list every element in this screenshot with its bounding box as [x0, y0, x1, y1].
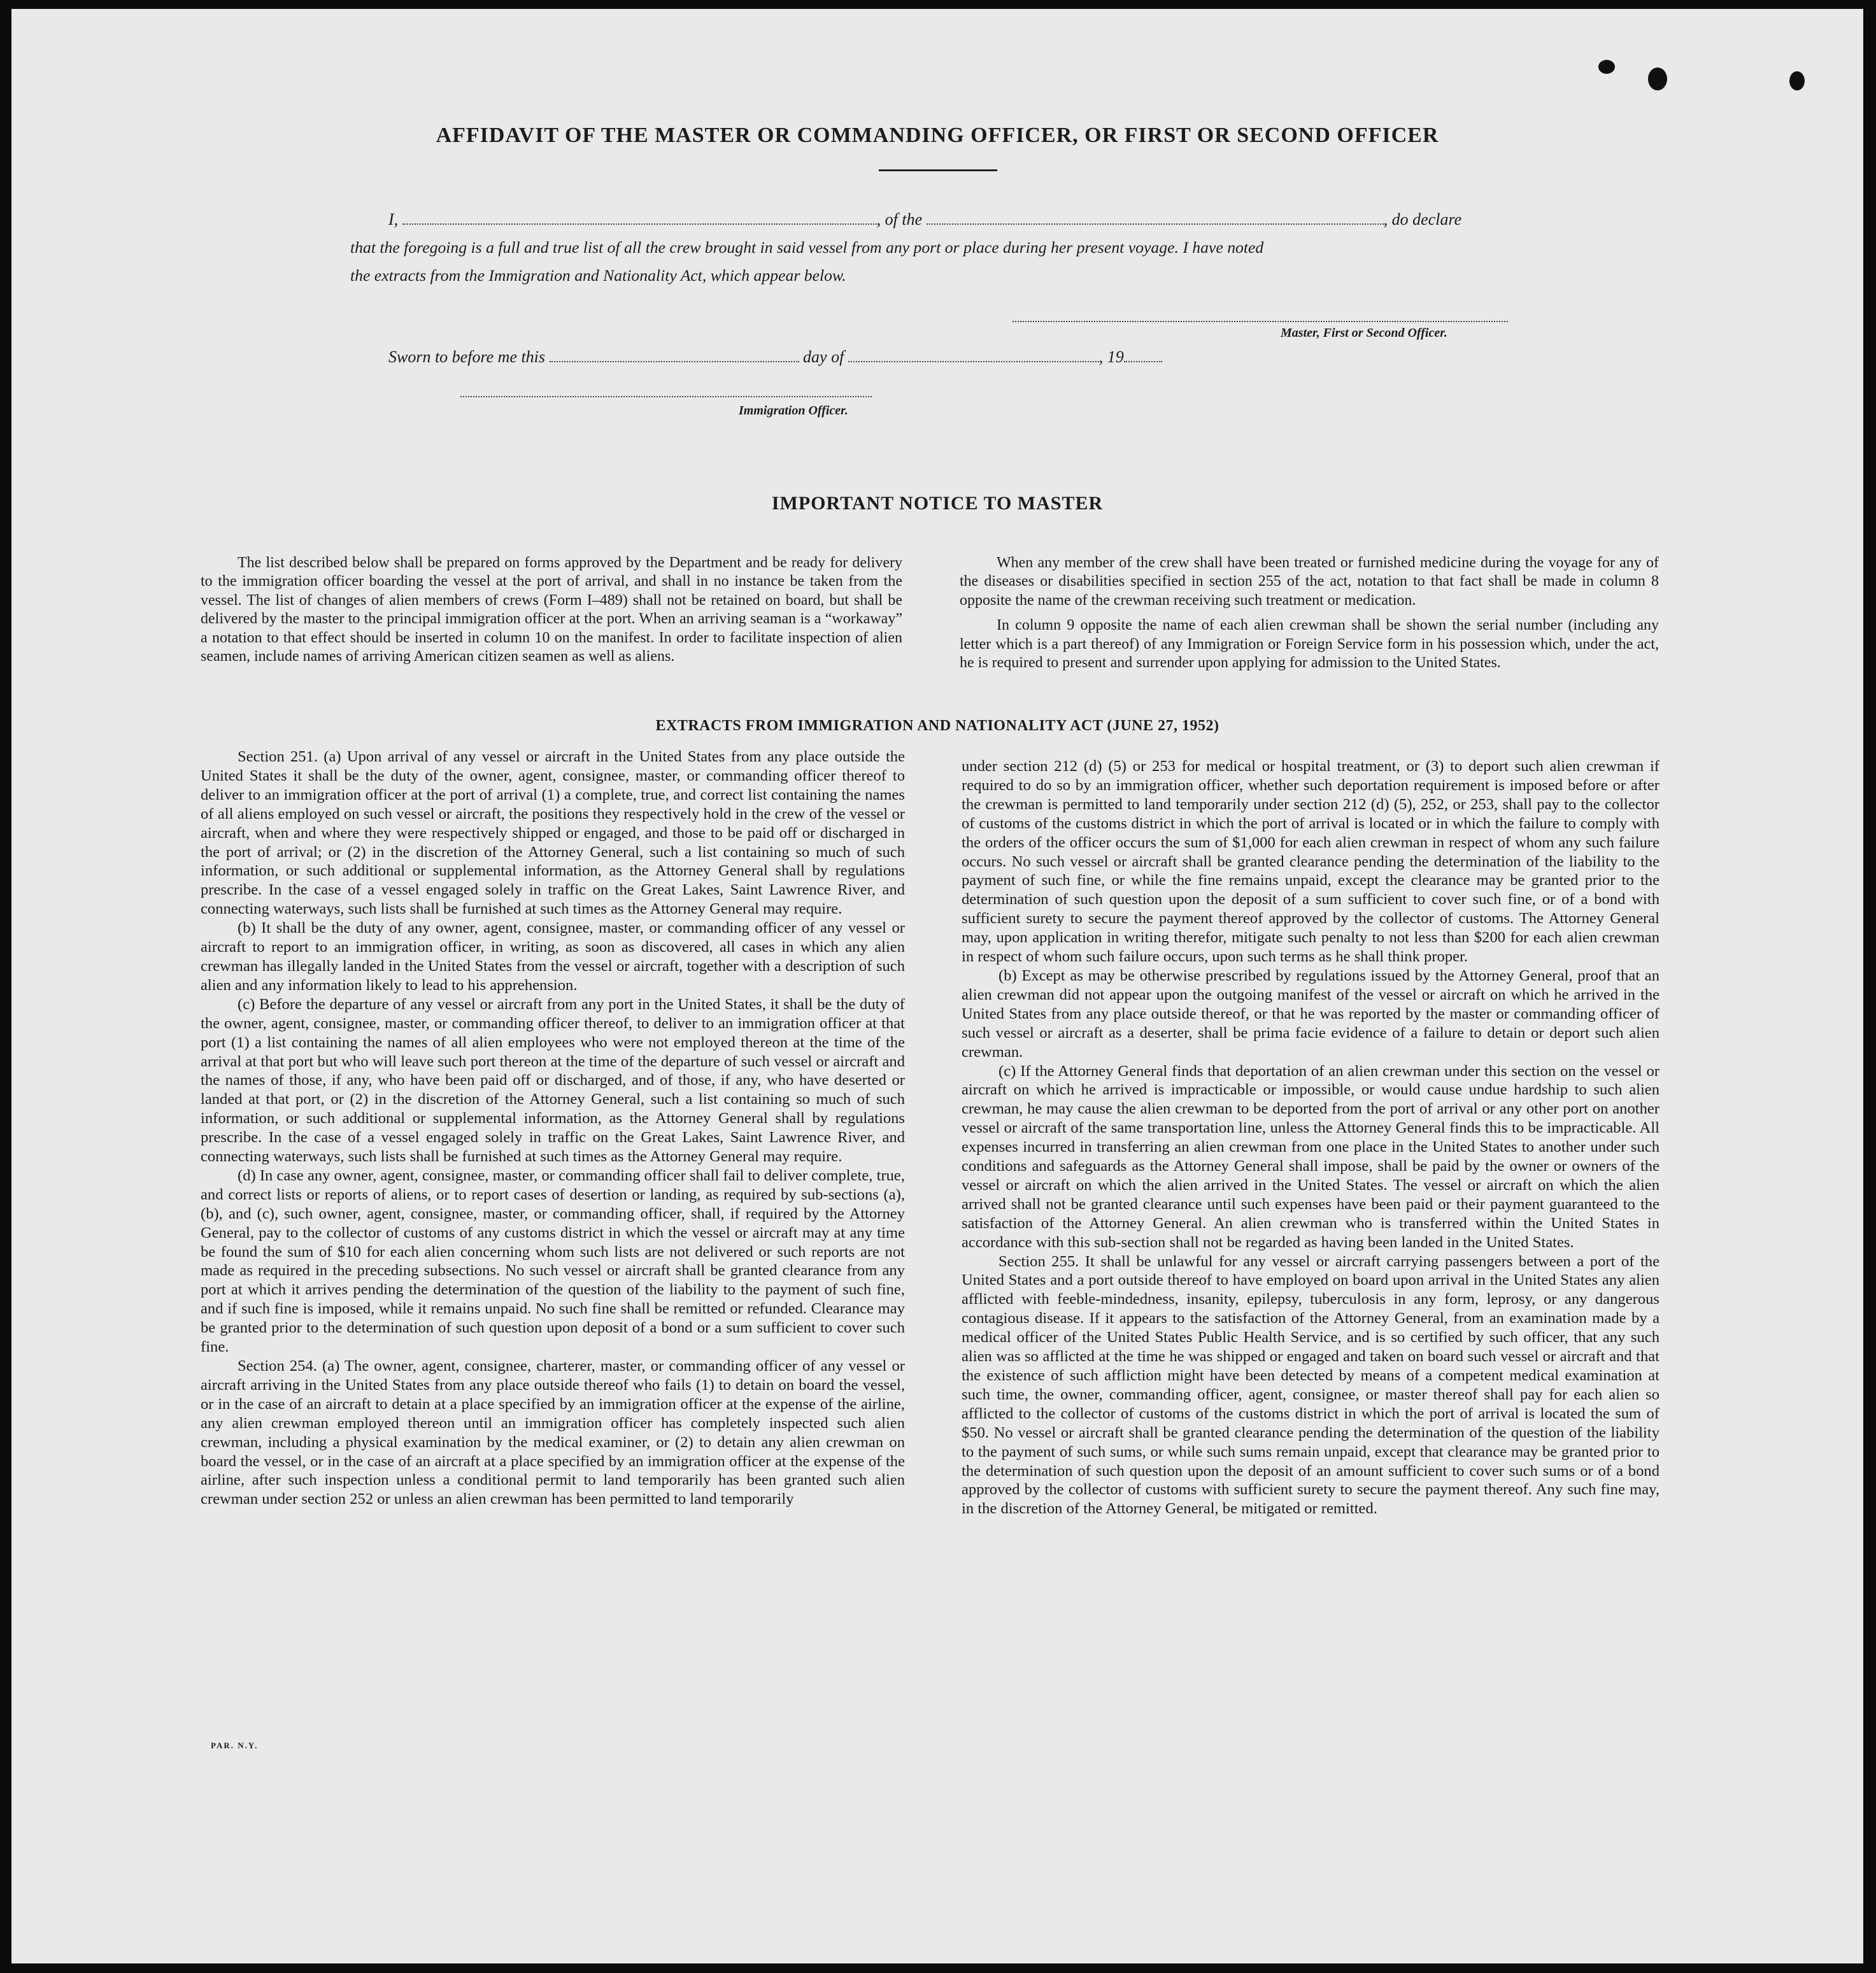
notice-right-paragraph-2: In column 9 opposite the name of each alien crewman shall be shown the serial number (including any letter which is a part thereof) of any Immigration or Foreign Service form in his possession which, under the act, he is required to present and surrender upon applying for admission to the United States. — [960, 617, 1659, 672]
sworn-year-field[interactable] — [1124, 358, 1162, 362]
officer-signature-line[interactable] — [460, 393, 872, 397]
section-254-c: (c) If the Attorney General finds that deportation of an alien crewman under this section on the vessel or aircraft on which he arrived is impracticable or impossible, or would cause undue hardship to such alien crewman, he may cause the alien crewman to be deported from the port of arrival or any other port on another vessel or aircraft of the same transportation line, unless the Attorney General finds this to be impracticable. All expenses incurred in transferring an alien crewman from one place in the United States to another under such conditions and safeguards as the Attorney General shall impose, shall be paid by the owner or owners of the vessel or aircraft on which the alien arrived in the United States. The vessel or aircraft on which the alien arrived shall not be granted clearance until such expenses have been paid or their payment guaranteed to the satisfaction of the Attorney General. An alien crewman who is transferred within the United States in accordance with this sub-section shall not be regarded as having been landed in the United States. — [962, 1062, 1659, 1251]
section-254-b: (b) Except as may be otherwise prescribed by regulations issued by the Attorney General, proof that an alien crewman did not appear upon the outgoing manifest of the vessel or aircraft on which he arrived in the United States from any place outside thereof, or that he was reported by the master or commanding officer of such vessel or aircraft as a deserter, shall be prima facie evidence of a failure to detain or deport such alien crewman. — [962, 966, 1659, 1061]
affidavit-title: AFFIDAVIT OF THE MASTER OR COMMANDING OFFICER, OR FIRST OR SECOND OFFICER — [436, 124, 1439, 147]
section-254-a-continued: under section 212 (d) (5) or 253 for medical or hospital treatment, or (3) to deport such alien crewman if required to do so by an immigration officer, whether such deportation requirement is imposed before or after the crewman is permitted to land temporarily under section 212 (d) (5), 252, or 253, shall pay to the collector of customs of the customs district in which the port of arrival is located or in which the failure to comply with the orders of the officer occurs the sum of $1,000 for each alien crewman in respect of whom any such failure occurs. No such vessel or aircraft shall be granted clearance pending the determination of the liability to the payment of such fine, or while the fine remains unpaid, except the clearance may be granted prior to the determination of such question upon the deposit of a sum sufficient to cover such fine, or of a bond with sufficient surety to secure the payment thereof approved by the collector of customs. The Attorney General may, upon application in writing therefor, mitigate such penalty to not less than $200 for each alien crewman in respect of whom such failure occurs, upon such terms as he shall think proper. — [962, 758, 1659, 966]
notice-left-paragraph: The list described below shall be prepared on forms approved by the Department and be ready for delivery to the immigration officer boarding the vessel at the port of arrival, and shall in no instance be taken from the vessel. The list of changes of alien members of crews (Form I–489) shall not be retained on board, but shall be delivered by the master to the principal immigration officer at the port. When an arriving seaman is a “workaway” a notation to that effect should be inserted in column 10 on the manifest. In order to facilitate inspection of alien seamen, include names of arriving American citizen seamen as well as aliens. — [201, 555, 902, 665]
do-declare-label: , do declare — [1383, 210, 1462, 229]
declaration-line-3: the extracts from the Immigration and Nationality Act, which appear below. — [350, 266, 846, 285]
sworn-label: Sworn to before me this — [388, 348, 546, 366]
section-251-a: Section 251. (a) Upon arrival of any vessel or aircraft in the United States from any place outside the United States it shall be the duty of the owner, agent, consignee, master, or commanding officer thereof to deliver to an immigration officer at the port of arrival (1) a complete, true, and correct list containing the names of all aliens employed on such vessel or aircraft, the positions they respectively hold in the crew of the vessel or aircraft, when and where they were respectively shipped or engaged, and those to be paid off or discharged in the port of arrival; or (2) in the discretion of the Attorney General, such a list containing so much of such information, or such additional or supplemental information, as the Attorney General shall by regulations prescribe. In the case of a vessel engaged solely in traffic on the Great Lakes, Saint Lawrence River, and connecting waterways, such lists shall be furnished at such times as the Attorney General may require. — [201, 748, 905, 918]
section-251-b: (b) It shall be the duty of any owner, agent, consignee, master, or commanding officer of any vessel or aircraft to report to an immigration officer, in writing, as soon as discovered, all cases in which any alien crewman has illegally landed in the United States from the vessel or aircraft, together with a description of such alien and any information likely to lead to his apprehension. — [201, 919, 905, 994]
section-251-d: (d) In case any owner, agent, consignee, master, or commanding officer shall fail to deliver complete, true, and correct lists or reports of aliens, or to report cases of desertion or landing, as required by sub-sections (a), (b), and (c), such owner, agent, consignee, master, or commanding officer, shall, if required by the Attorney General, pay to the collector of customs of any customs district in which the vessel or aircraft may at any time be found the sum of $10 for each alien concerning whom such lists are not delivered or such reports are not made as required in the preceding subsections. No such vessel or aircraft shall be granted clearance from any port at which it arrives pending the determination of the question of the liability to the payment of such fine, and if such fine is imposed, while it remains unpaid. No such fine shall be remitted or refunded. Clearance may be granted prior to the determination of such question upon deposit of a bond or a sum sufficient to cover such fine. — [201, 1166, 905, 1356]
vessel-field[interactable] — [927, 221, 1384, 225]
officer-signature-label: Immigration Officer. — [739, 404, 848, 418]
i-label: I, — [388, 210, 399, 229]
section-255: Section 255. It shall be unlawful for any vessel or aircraft carrying passengers between a port of the United States and a port outside thereof to have employed on board upon arrival in the United States any alien afflicted with feeble-mindedness, insanity, epilepsy, tuberculosis in any form, leprosy, or any dangerous contagious disease. If it appears to the satisfaction of the Attorney General, from an examination made by a medical officer of the United States Public Health Service, and is so certified by such officer, that any such alien was so afflicted at the time he was shipped or engaged and taken on board such vessel or aircraft and that the existence of such affliction might have been detected by means of a competent medical examination at such time, the owner, commanding officer, agent, consignee, or master thereof shall pay for each alien so afflicted to the collector of customs of the customs district in which the port of arrival is located the sum of $50. No vessel or aircraft shall be granted clearance pending the determination of the question of the liability to the payment of such sums, or while such sums remain unpaid, except that clearance may be granted prior to the determination of such question upon the deposit of an amount sufficient to cover such sums or of a bond approved by the collector of customs with sufficient surety to secure the payment thereof. Any such fine may, in the discretion of the Attorney General, be mitigated or remitted. — [962, 1252, 1659, 1518]
ink-blot — [1648, 67, 1667, 90]
section-251-c: (c) Before the departure of any vessel or aircraft from any port in the United States, it shall be the duty of the owner, agent, consignee, master, or commanding officer thereof, to deliver to an immigration officer at that port (1) a list containing the names of all alien employees who were not employed thereon at the time of the arrival at that port but who will leave such port thereon at the time of the departure of such vessel or aircraft and the names of those, if any, who have been paid off or discharged, and of those, if any, who have deserted or landed at that port, or (2) in the discretion of the Attorney General, such a list containing so much of such information, or such additional or supplemental information, as the Attorney General shall by regulations prescribe. In the case of a vessel engaged solely in traffic on the Great Lakes, Saint Lawrence River, and connecting waterways, such lists shall be furnished at such times as the Attorney General may require. — [201, 995, 905, 1166]
form-page — [11, 9, 1863, 1963]
sworn-day-field[interactable] — [550, 358, 799, 362]
extracts-left-column — [201, 747, 905, 1509]
day-of-label: day of — [803, 348, 844, 366]
notice-right-paragraph-1: When any member of the crew shall have been treated or furnished medicine during the voyage for any of the diseases or disabilities specified in section 255 of the act, notation to that fact shall be made in column 8 opposite the name of the crewman receiving such treatment or medication. — [960, 555, 1659, 609]
extracts-heading: EXTRACTS FROM IMMIGRATION AND NATIONALITY ACT (JUNE 27, 1952) — [655, 718, 1219, 734]
declaration-line-2: that the foregoing is a full and true list of all the crew brought in said vessel from any port or place during her present voyage. I have noted — [350, 238, 1264, 257]
name-field[interactable] — [402, 221, 877, 225]
sworn-line — [388, 348, 1162, 367]
ink-blot — [1598, 60, 1615, 74]
ink-blot — [1789, 71, 1805, 90]
master-signature-label: Master, First or Second Officer. — [1281, 326, 1447, 340]
of-the-label: , of the — [876, 210, 923, 229]
notice-heading: IMPORTANT NOTICE TO MASTER — [771, 493, 1104, 514]
section-254-a: Section 254. (a) The owner, agent, consignee, charterer, master, or commanding officer of any vessel or aircraft arriving in the United States from any place outside thereof who fails (1) to detain on board the vessel, or in the case of an aircraft to detain at a place specified by an immigration officer at the expense of the airline, any alien crewman employed thereon until an immigration officer has completely inspected such alien crewman, including a physical examination by the medical examiner, or (2) to detain any alien crewman on board the vessel, or in the case of an aircraft at a place specified by an immigration officer at the expense of the airline, after such inspection unless a conditional permit to land temporarily has been granted such alien crewman under section 252 or unless an alien crewman has been permitted to land temporarily — [201, 1357, 905, 1508]
printer-mark: PAR. N.Y. — [211, 1741, 259, 1750]
sworn-month-field[interactable] — [848, 358, 1099, 362]
notice-left — [201, 554, 902, 666]
affidavit-line-1 — [388, 210, 1461, 229]
notice-right — [960, 554, 1659, 672]
extracts-right-column — [962, 757, 1659, 1518]
year-prefix-label: , 19 — [1098, 348, 1124, 366]
master-signature-line[interactable] — [1013, 318, 1508, 322]
title-rule — [879, 169, 997, 171]
